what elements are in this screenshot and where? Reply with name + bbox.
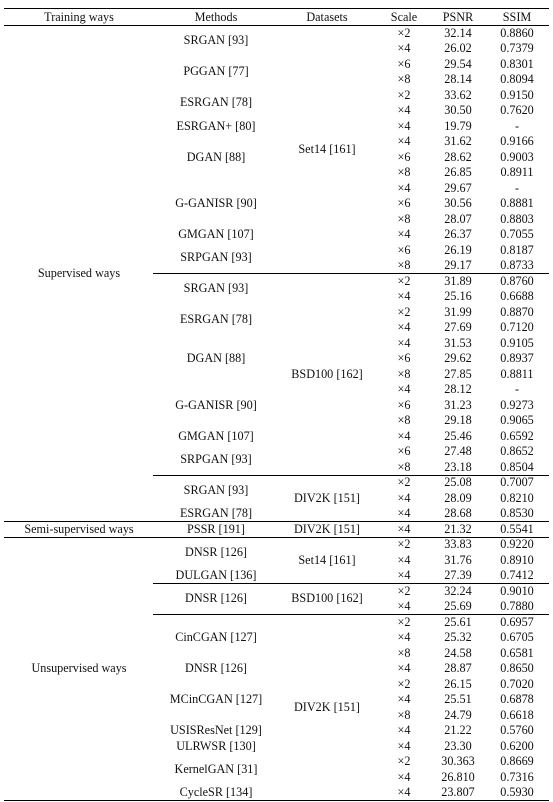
table-cell-psnr: 26.02 bbox=[444, 41, 472, 55]
table-cell-ssim: 0.8733 bbox=[500, 258, 534, 272]
table-cell-scale: ×6 bbox=[397, 56, 411, 71]
table-cell-ssim: 0.8870 bbox=[500, 304, 534, 319]
table-cell-ssim: 0.7120 bbox=[500, 320, 534, 334]
table-cell-psnr: 31.76 bbox=[444, 552, 472, 567]
table-cell-scale: ×4 bbox=[397, 180, 411, 195]
table-cell-ssim: 0.8811 bbox=[500, 366, 534, 381]
table-cell-psnr: 29.17 bbox=[444, 258, 472, 272]
table-cell-psnr: 23.807 bbox=[441, 785, 475, 799]
column-header: PSNR bbox=[442, 10, 474, 24]
table-cell-psnr: 21.32 bbox=[444, 521, 472, 536]
table-cell-ssim: 0.6200 bbox=[500, 738, 534, 753]
table-cell-psnr: 29.62 bbox=[444, 351, 472, 365]
table-cell-ssim: 0.7316 bbox=[500, 769, 534, 784]
table-cell-method: DGAN [88] bbox=[186, 149, 246, 164]
table-cell-method: ESRGAN [78] bbox=[179, 312, 253, 327]
table-cell-ssim: 0.9220 bbox=[500, 537, 534, 551]
table-cell-method: CycleSR [134] bbox=[179, 785, 253, 799]
table-cell-ssim: 0.6957 bbox=[500, 614, 534, 629]
table-cell-ssim: 0.8803 bbox=[500, 211, 534, 226]
table-cell-ssim: 0.8881 bbox=[500, 196, 534, 210]
table-cell-scale: ×4 bbox=[397, 382, 411, 396]
table-cell-method: DGAN [88] bbox=[186, 351, 246, 365]
table-cell-scale: ×2 bbox=[397, 304, 411, 319]
table-cell-psnr: 26.85 bbox=[444, 165, 472, 179]
dataset-rule bbox=[153, 273, 549, 274]
table-cell-scale: ×4 bbox=[397, 552, 411, 567]
table-cell-psnr: 25.69 bbox=[444, 599, 472, 613]
table-cell-psnr: 26.19 bbox=[444, 242, 472, 257]
table-cell-ssim: 0.5760 bbox=[500, 723, 534, 737]
table-cell-method: KernelGAN [31] bbox=[174, 761, 258, 776]
table-cell-ssim: 0.7880 bbox=[500, 599, 534, 613]
table-cell-scale: ×6 bbox=[397, 242, 411, 257]
table-cell-psnr: 31.99 bbox=[444, 304, 472, 319]
table-cell-scale: ×2 bbox=[397, 25, 411, 40]
table-cell-ssim: 0.5541 bbox=[500, 521, 534, 536]
table-cell-scale: ×2 bbox=[397, 87, 411, 102]
table-cell-psnr: 29.18 bbox=[444, 413, 472, 427]
table-cell-psnr: 23.18 bbox=[444, 459, 472, 474]
table-cell-ssim: 0.8301 bbox=[500, 56, 534, 71]
table-cell-scale: ×4 bbox=[397, 769, 411, 784]
table-cell-psnr: 30.363 bbox=[441, 754, 475, 768]
table-cell-scale: ×4 bbox=[397, 134, 411, 148]
table-cell-method: PGGAN [77] bbox=[183, 64, 249, 79]
table-cell-ssim: - bbox=[514, 382, 520, 396]
table-cell-scale: ×2 bbox=[397, 614, 411, 629]
table-cell-psnr: 28.07 bbox=[444, 211, 472, 226]
table-cell-method: DULGAN [136] bbox=[175, 568, 257, 582]
table-cell-psnr: 25.08 bbox=[444, 475, 472, 489]
table-cell-psnr: 25.46 bbox=[444, 428, 472, 443]
table-cell-ssim: 0.6705 bbox=[500, 630, 534, 644]
table-cell-psnr: 27.48 bbox=[444, 444, 472, 458]
table-cell-scale: ×8 bbox=[397, 211, 411, 226]
table-cell-psnr: 32.14 bbox=[444, 25, 472, 40]
table-cell-method: DNSR [126] bbox=[185, 661, 247, 675]
table-cell-method: USISResNet [129] bbox=[170, 723, 262, 737]
table-cell-dataset: BSD100 [162] bbox=[291, 366, 363, 381]
table-cell-scale: ×8 bbox=[397, 165, 411, 179]
table-cell-psnr: 28.87 bbox=[444, 661, 472, 675]
table-cell-method: ESRGAN [78] bbox=[179, 95, 253, 110]
table-cell-ssim: 0.9150 bbox=[500, 87, 534, 102]
table-cell-psnr: 23.30 bbox=[444, 738, 472, 753]
table-cell-ssim: 0.9003 bbox=[500, 149, 534, 164]
table-cell-psnr: 25.51 bbox=[444, 692, 472, 706]
column-header: Scale bbox=[390, 10, 418, 24]
bottom-rule bbox=[4, 800, 549, 801]
table-cell-dataset: DIV2K [151] bbox=[293, 521, 361, 536]
table-cell-scale: ×4 bbox=[397, 723, 411, 737]
table-cell-method: PSSR [191] bbox=[187, 521, 245, 536]
table-cell-scale: ×8 bbox=[397, 258, 411, 272]
table-cell-scale: ×4 bbox=[397, 490, 411, 505]
table-cell-scale: ×8 bbox=[397, 707, 411, 722]
table-cell-dataset: DIV2K [151] bbox=[293, 490, 361, 505]
table-cell-psnr: 26.810 bbox=[441, 769, 475, 784]
table-cell-method: SRGAN [93] bbox=[183, 482, 249, 497]
table-cell-ssim: 0.8650 bbox=[500, 661, 534, 675]
table-cell-ssim: 0.6581 bbox=[500, 645, 534, 660]
table-cell-scale: ×4 bbox=[397, 118, 411, 133]
table-cell-method: ULRWSR [130] bbox=[176, 738, 256, 753]
table-cell-training: Semi-supervised ways bbox=[24, 521, 134, 536]
table-cell-scale: ×6 bbox=[397, 149, 411, 164]
table-cell-psnr: 31.89 bbox=[444, 273, 472, 288]
table-cell-method: ESRGAN [78] bbox=[179, 506, 253, 520]
table-cell-psnr: 33.62 bbox=[444, 87, 472, 102]
table-cell-ssim: 0.6688 bbox=[500, 289, 534, 303]
table-cell-scale: ×4 bbox=[397, 320, 411, 334]
dataset-rule bbox=[153, 475, 549, 476]
table-cell-scale: ×4 bbox=[397, 335, 411, 350]
table-cell-psnr: 25.61 bbox=[444, 614, 472, 629]
table-cell-scale: ×6 bbox=[397, 196, 411, 210]
table-cell-ssim: 0.9010 bbox=[500, 583, 534, 598]
table-cell-psnr: 25.16 bbox=[444, 289, 472, 303]
table-cell-psnr: 21.22 bbox=[444, 723, 472, 737]
table-cell-method: G-GANISR [90] bbox=[175, 196, 257, 210]
table-cell-method: MCinCGAN [127] bbox=[169, 692, 263, 706]
table-cell-psnr: 28.09 bbox=[444, 490, 472, 505]
table-cell-ssim: 0.8669 bbox=[500, 754, 534, 768]
table-cell-method: GMGAN [107] bbox=[178, 227, 254, 241]
top-rule bbox=[4, 8, 549, 9]
table-cell-ssim: - bbox=[514, 118, 520, 133]
table-cell-scale: ×4 bbox=[397, 661, 411, 675]
table-cell-psnr: 19.79 bbox=[444, 118, 472, 133]
table-cell-ssim: 0.8760 bbox=[500, 273, 534, 288]
table-cell-ssim: 0.8652 bbox=[500, 444, 534, 458]
table-cell-scale: ×2 bbox=[397, 475, 411, 489]
table-cell-ssim: 0.9273 bbox=[500, 397, 534, 412]
column-header: Methods bbox=[194, 10, 238, 24]
table-cell-training: Unsupervised ways bbox=[31, 661, 127, 675]
table-cell-ssim: - bbox=[514, 180, 520, 195]
table-cell-psnr: 27.85 bbox=[444, 366, 472, 381]
table-cell-psnr: 32.24 bbox=[444, 583, 472, 598]
table-cell-psnr: 28.68 bbox=[444, 506, 472, 520]
table-cell-scale: ×4 bbox=[397, 785, 411, 799]
dataset-rule bbox=[153, 583, 549, 584]
table-cell-ssim: 0.6592 bbox=[500, 428, 534, 443]
table-cell-ssim: 0.9105 bbox=[500, 335, 534, 350]
table-cell-scale: ×4 bbox=[397, 692, 411, 706]
table-cell-method: SRGAN [93] bbox=[183, 281, 249, 296]
table-cell-scale: ×6 bbox=[397, 351, 411, 365]
table-cell-ssim: 0.9166 bbox=[500, 134, 534, 148]
table-cell-ssim: 0.8911 bbox=[500, 165, 534, 179]
table-cell-psnr: 25.32 bbox=[444, 630, 472, 644]
dataset-rule bbox=[153, 614, 549, 615]
table-cell-psnr: 29.54 bbox=[444, 56, 472, 71]
table-cell-method: DNSR [126] bbox=[185, 591, 247, 606]
table-cell-ssim: 0.6618 bbox=[500, 707, 534, 722]
table-cell-ssim: 0.7020 bbox=[500, 676, 534, 691]
table-cell-psnr: 28.62 bbox=[444, 149, 472, 164]
table-cell-psnr: 27.39 bbox=[444, 568, 472, 582]
table-cell-psnr: 28.14 bbox=[444, 72, 472, 86]
table-cell-psnr: 29.67 bbox=[444, 180, 472, 195]
table-cell-method: SRGAN [93] bbox=[183, 33, 249, 48]
table-cell-scale: ×4 bbox=[397, 227, 411, 241]
table-cell-scale: ×2 bbox=[397, 273, 411, 288]
table-cell-scale: ×4 bbox=[397, 599, 411, 613]
table-cell-psnr: 24.79 bbox=[444, 707, 472, 722]
table-cell-ssim: 0.8210 bbox=[500, 490, 534, 505]
table-cell-ssim: 0.7007 bbox=[500, 475, 534, 489]
table-cell-method: ESRGAN+ [80] bbox=[176, 118, 256, 133]
table-cell-scale: ×4 bbox=[397, 103, 411, 117]
table-cell-psnr: 24.58 bbox=[444, 645, 472, 660]
table-cell-ssim: 0.8860 bbox=[500, 25, 534, 40]
table-cell-psnr: 26.37 bbox=[444, 227, 472, 241]
table-cell-ssim: 0.8910 bbox=[500, 552, 534, 567]
table-cell-scale: ×4 bbox=[397, 428, 411, 443]
table-cell-scale: ×6 bbox=[397, 444, 411, 458]
table-cell-psnr: 31.62 bbox=[444, 134, 472, 148]
table-cell-method: SRPGAN [93] bbox=[180, 451, 252, 466]
table-cell-ssim: 0.6878 bbox=[500, 692, 534, 706]
table-cell-scale: ×4 bbox=[397, 289, 411, 303]
table-cell-scale: ×8 bbox=[397, 72, 411, 86]
table-cell-psnr: 27.69 bbox=[444, 320, 472, 334]
table-cell-method: SRPGAN [93] bbox=[180, 250, 252, 265]
table-cell-scale: ×4 bbox=[397, 738, 411, 753]
table-cell-psnr: 31.53 bbox=[444, 335, 472, 350]
table-cell-scale: ×8 bbox=[397, 366, 411, 381]
table-cell-psnr: 33.83 bbox=[444, 537, 472, 551]
table-cell-method: G-GANISR [90] bbox=[175, 397, 257, 412]
table-cell-dataset: BSD100 [162] bbox=[291, 591, 363, 606]
table-cell-ssim: 0.8530 bbox=[500, 506, 534, 520]
table-cell-scale: ×2 bbox=[397, 754, 411, 768]
table-cell-dataset: Set14 [161] bbox=[298, 552, 356, 567]
column-header: Datasets bbox=[306, 10, 348, 24]
table-cell-ssim: 0.8937 bbox=[500, 351, 534, 365]
table-cell-psnr: 30.50 bbox=[444, 103, 472, 117]
table-cell-psnr: 26.15 bbox=[444, 676, 472, 691]
table-cell-method: GMGAN [107] bbox=[178, 428, 254, 443]
table-cell-ssim: 0.7412 bbox=[500, 568, 534, 582]
table-cell-dataset: DIV2K [151] bbox=[293, 699, 361, 714]
column-header: Training ways bbox=[44, 10, 114, 24]
table-cell-scale: ×2 bbox=[397, 676, 411, 691]
table-cell-scale: ×4 bbox=[397, 506, 411, 520]
table-cell-ssim: 0.8187 bbox=[500, 242, 534, 257]
table-cell-psnr: 30.56 bbox=[444, 196, 472, 210]
table-cell-scale: ×8 bbox=[397, 459, 411, 474]
table-cell-scale: ×4 bbox=[397, 630, 411, 644]
table-cell-ssim: 0.8094 bbox=[500, 72, 534, 86]
table-cell-ssim: 0.9065 bbox=[500, 413, 534, 427]
table-cell-training: Supervised ways bbox=[37, 265, 121, 280]
table-cell-dataset: Set14 [161] bbox=[298, 141, 356, 156]
table-cell-scale: ×2 bbox=[397, 537, 411, 551]
table-cell-ssim: 0.8504 bbox=[500, 459, 534, 474]
table-cell-scale: ×8 bbox=[397, 413, 411, 427]
table-cell-scale: ×4 bbox=[397, 521, 411, 536]
table-cell-scale: ×6 bbox=[397, 397, 411, 412]
table-cell-ssim: 0.7379 bbox=[500, 41, 534, 55]
table-cell-scale: ×4 bbox=[397, 568, 411, 582]
table-cell-ssim: 0.5930 bbox=[500, 785, 534, 799]
table-cell-scale: ×8 bbox=[397, 645, 411, 660]
table-cell-psnr: 31.23 bbox=[444, 397, 472, 412]
table-cell-ssim: 0.7620 bbox=[500, 103, 534, 117]
table-cell-scale: ×2 bbox=[397, 583, 411, 598]
table-cell-method: DNSR [126] bbox=[185, 544, 247, 559]
table-cell-psnr: 28.12 bbox=[444, 382, 472, 396]
table-cell-ssim: 0.7055 bbox=[500, 227, 534, 241]
table-cell-scale: ×4 bbox=[397, 41, 411, 55]
column-header: SSIM bbox=[502, 10, 532, 24]
table-cell-method: CinCGAN [127] bbox=[175, 630, 257, 644]
